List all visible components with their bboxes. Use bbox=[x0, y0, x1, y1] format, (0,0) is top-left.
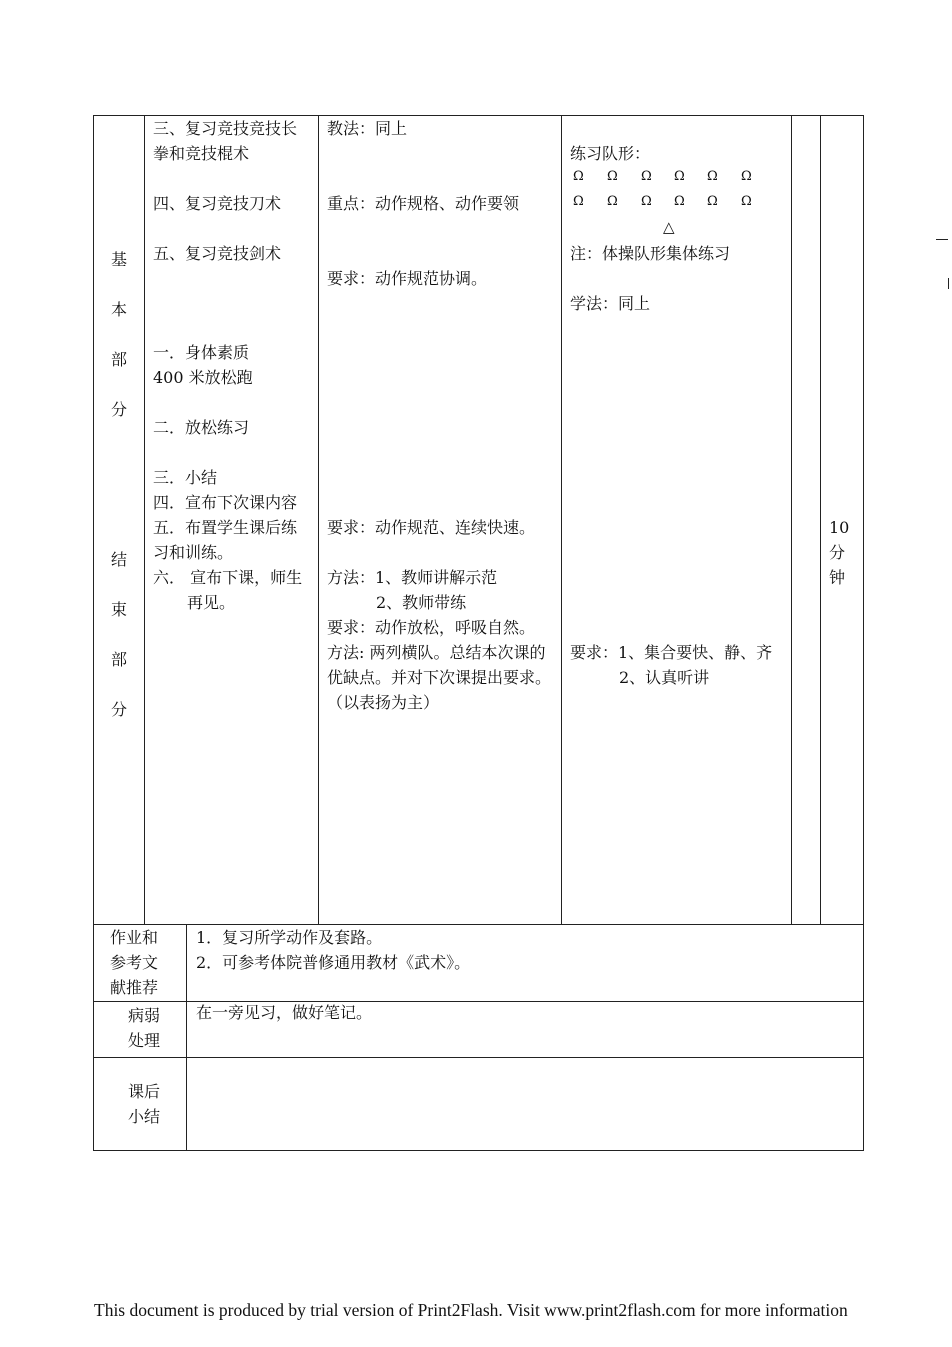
student-symbol: Ω bbox=[641, 194, 652, 209]
section-char: 部 bbox=[110, 650, 127, 669]
content-line: 三、复习竞技竞技长 bbox=[153, 119, 298, 138]
method-line: 教法：同上 bbox=[327, 119, 408, 138]
homework-label: 作业和 bbox=[110, 928, 159, 947]
section-char: 分 bbox=[110, 400, 127, 419]
time-unit: 钟 bbox=[829, 568, 846, 587]
content-line: 四、复习竞技刀术 bbox=[153, 194, 282, 213]
section-char: 分 bbox=[110, 700, 127, 719]
student-symbol: Ω bbox=[607, 169, 618, 184]
edge-mark-tick bbox=[948, 278, 949, 289]
content-line: 拳和竞技棍术 bbox=[153, 144, 250, 163]
student-symbol: Ω bbox=[573, 194, 584, 209]
method-line: 方法：1、教师讲解示范 bbox=[327, 568, 498, 587]
org-line: 要求：1、集合要快、静、齐 bbox=[570, 643, 773, 662]
col-divider-2 bbox=[318, 115, 319, 925]
summary-label: 课后 bbox=[128, 1082, 161, 1101]
method-line: 要求：动作规范协调。 bbox=[327, 269, 488, 288]
content-line: 习和训练。 bbox=[153, 543, 234, 562]
table-border-left bbox=[93, 115, 94, 1151]
method-line: 方法: 两列横队。总结本次课的 bbox=[327, 643, 546, 662]
illness-label: 处理 bbox=[128, 1031, 161, 1050]
edge-mark-dash bbox=[936, 239, 948, 240]
content-line: 五、复习竞技剑术 bbox=[153, 244, 282, 263]
row-divider-3 bbox=[93, 1057, 864, 1058]
col-divider-1 bbox=[144, 115, 145, 925]
method-line: 优缺点。并对下次课提出要求。 bbox=[327, 668, 552, 687]
method-line: 2、教师带练 bbox=[376, 593, 467, 612]
student-symbol: Ω bbox=[573, 169, 584, 184]
section-char: 束 bbox=[110, 600, 127, 619]
method-line: 重点：动作规格、动作要领 bbox=[327, 194, 520, 213]
method-line: 要求：动作放松，呼吸自然。 bbox=[327, 618, 536, 637]
table-border-right bbox=[863, 115, 864, 1151]
student-symbol: Ω bbox=[607, 194, 618, 209]
student-symbol: Ω bbox=[741, 169, 752, 184]
section-char: 部 bbox=[110, 350, 127, 369]
content-line: 四．宣布下次课内容 bbox=[153, 493, 298, 512]
time-value: 10 bbox=[829, 518, 850, 537]
section-char: 本 bbox=[110, 300, 127, 319]
col-divider-4 bbox=[791, 115, 792, 925]
org-line: 2、认真听讲 bbox=[619, 668, 710, 687]
section-char: 基 bbox=[110, 250, 127, 269]
student-symbol: Ω bbox=[674, 169, 685, 184]
homework-line: 2．可参考体院普修通用教材《武术》。 bbox=[196, 953, 471, 972]
content-line: 一．身体素质 bbox=[153, 343, 250, 362]
label-col-divider bbox=[186, 924, 187, 1151]
section-char: 结 bbox=[110, 550, 127, 569]
content-line: 三．小结 bbox=[153, 468, 218, 487]
homework-label: 献推荐 bbox=[110, 978, 159, 997]
content-line: 再见。 bbox=[187, 593, 236, 612]
col-divider-3 bbox=[561, 115, 562, 925]
student-symbol: Ω bbox=[741, 194, 752, 209]
table-border-bottom bbox=[93, 1150, 864, 1151]
teacher-marker: △ bbox=[663, 218, 675, 236]
student-symbol: Ω bbox=[641, 169, 652, 184]
content-line: 六． 宣布下课，师生 bbox=[153, 568, 303, 587]
org-line: 学法：同上 bbox=[570, 294, 651, 313]
student-symbol: Ω bbox=[707, 169, 718, 184]
trial-watermark-footer: This document is produced by trial version of Print2Flash. Visit www.print2flash.com for more information bbox=[94, 1300, 848, 1320]
content-line: 400 米放松跑 bbox=[153, 368, 253, 387]
method-line: （以表扬为主） bbox=[327, 693, 440, 712]
student-symbol: Ω bbox=[674, 194, 685, 209]
org-line: 注：体操队形集体练习 bbox=[570, 244, 731, 263]
content-line: 二．放松练习 bbox=[153, 418, 250, 437]
homework-label: 参考文 bbox=[110, 953, 159, 972]
method-line: 要求：动作规范、连续快速。 bbox=[327, 518, 536, 537]
time-unit: 分 bbox=[829, 543, 846, 562]
homework-line: 1．复习所学动作及套路。 bbox=[196, 928, 383, 947]
content-line: 五．布置学生课后练 bbox=[153, 518, 298, 537]
illness-text: 在一旁见习，做好笔记。 bbox=[196, 1003, 373, 1022]
summary-label: 小结 bbox=[128, 1107, 161, 1126]
org-line: 练习队形： bbox=[570, 144, 651, 163]
student-symbol: Ω bbox=[707, 194, 718, 209]
illness-label: 病弱 bbox=[128, 1006, 161, 1025]
col-divider-5 bbox=[820, 115, 821, 925]
